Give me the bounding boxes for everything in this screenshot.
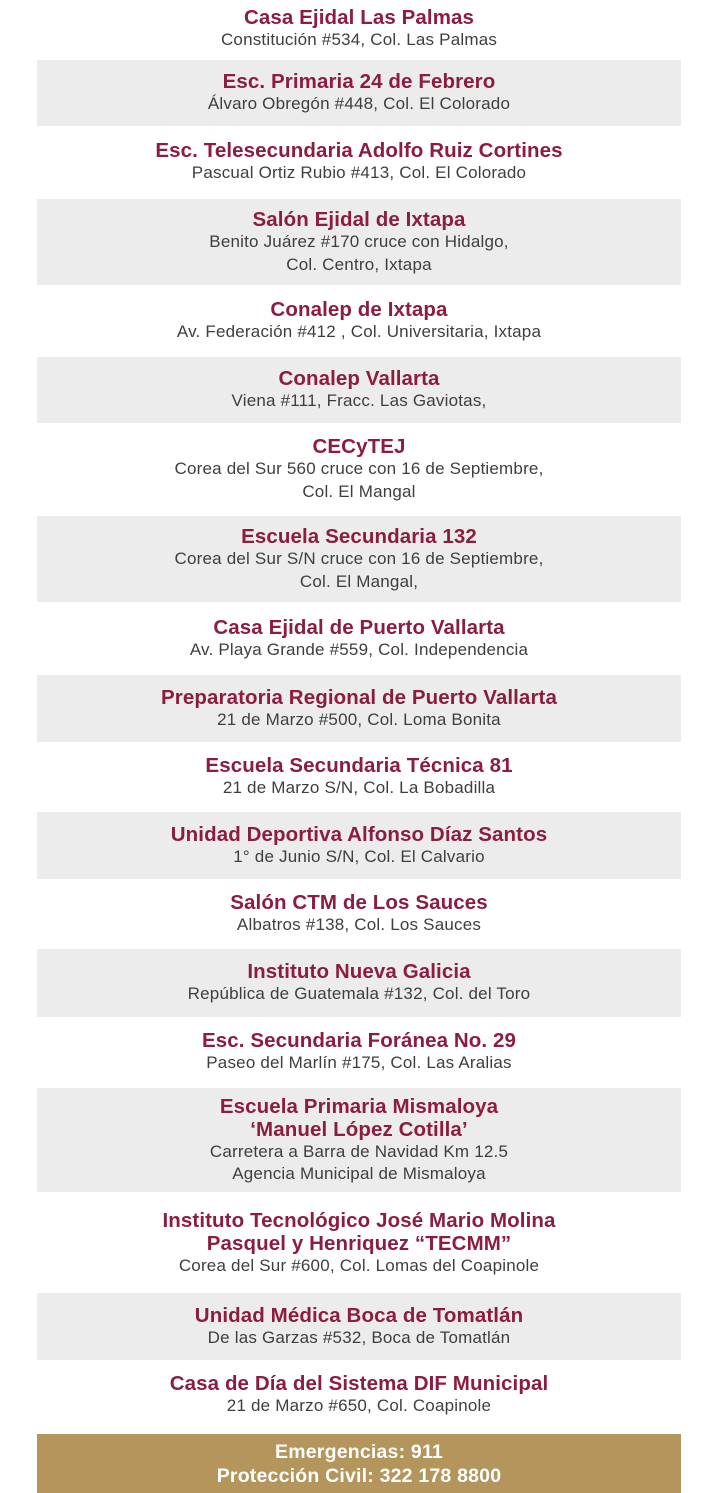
location-address-line-2: Col. El Mangal bbox=[302, 481, 416, 501]
list-item bbox=[37, 516, 681, 602]
emergency-contacts-footer bbox=[37, 1434, 681, 1493]
location-address-line-2: Agencia Municipal de Mismaloya bbox=[232, 1164, 486, 1183]
location-address: 21 de Marzo #650, Col. Coapinole bbox=[226, 1396, 492, 1416]
location-address: Corea del Sur 560 cruce con 16 de Septiembre, bbox=[174, 459, 544, 478]
location-name: Escuela Primaria Mismaloya bbox=[219, 1094, 499, 1118]
list-item bbox=[37, 1019, 681, 1085]
location-address: Viena #111, Fracc. Las Gaviotas, bbox=[231, 391, 487, 411]
location-name: Instituto Tecnológico José Mario Molina bbox=[162, 1208, 556, 1232]
list-item bbox=[37, 1362, 681, 1428]
location-address: 21 de Marzo S/N, Col. La Bobadilla bbox=[222, 778, 496, 798]
list-item bbox=[37, 1198, 681, 1288]
location-address: Corea del Sur S/N cruce con 16 de Septiembre, bbox=[174, 549, 544, 568]
list-item bbox=[37, 425, 681, 513]
location-name: Esc. Telesecundaria Adolfo Ruiz Cortines bbox=[155, 139, 563, 163]
location-address: Corea del Sur #600, Col. Lomas del Coapinole bbox=[178, 1255, 540, 1275]
civil-protection-number: Protección Civil: 322 178 8800 bbox=[216, 1464, 502, 1487]
location-name: Esc. Secundaria Foránea No. 29 bbox=[201, 1029, 517, 1053]
location-address: República de Guatemala #132, Col. del Toro bbox=[187, 984, 531, 1004]
list-item bbox=[37, 812, 681, 879]
location-name: Escuela Secundaria Técnica 81 bbox=[205, 754, 513, 778]
location-address-line-2: Col. El Mangal, bbox=[299, 571, 419, 591]
location-name: Salón CTM de Los Sauces bbox=[230, 891, 488, 915]
location-name: Instituto Nueva Galicia bbox=[247, 960, 471, 984]
location-address: De las Garzas #532, Boca de Tomatlán bbox=[207, 1327, 511, 1347]
location-address: Paseo del Marlín #175, Col. Las Aralias bbox=[206, 1053, 512, 1073]
list-item bbox=[37, 675, 681, 742]
location-name: Esc. Primaria 24 de Febrero bbox=[222, 70, 496, 94]
location-address: Av. Federación #412 , Col. Universitaria, Ixtapa bbox=[176, 322, 542, 342]
list-item bbox=[37, 949, 681, 1017]
location-name: Escuela Secundaria 132 bbox=[241, 525, 477, 548]
location-name: Casa de Día del Sistema DIF Municipal bbox=[169, 1372, 549, 1396]
list-item bbox=[37, 605, 681, 673]
list-item bbox=[37, 1293, 681, 1360]
location-name: Salón Ejidal de Ixtapa bbox=[252, 208, 466, 231]
location-address: 1° de Junio S/N, Col. El Calvario bbox=[233, 846, 485, 866]
location-address: Constitución #534, Col. Las Palmas bbox=[220, 30, 498, 50]
location-address: Carretera a Barra de Navidad Km 12.5 bbox=[209, 1141, 509, 1161]
location-name: Unidad Deportiva Alfonso Díaz Santos bbox=[170, 822, 548, 846]
list-item bbox=[37, 744, 681, 810]
list-item bbox=[37, 881, 681, 947]
list-item bbox=[37, 60, 681, 126]
location-name-line-2: ‘Manuel López Cotilla’ bbox=[250, 1117, 468, 1141]
location-address: Av. Playa Grande #559, Col. Independencia bbox=[189, 640, 529, 660]
list-item bbox=[37, 357, 681, 423]
location-name-line-2: Pasquel y Henriquez “TECMM” bbox=[206, 1231, 512, 1255]
location-name: Casa Ejidal de Puerto Vallarta bbox=[213, 616, 505, 640]
location-name: Casa Ejidal Las Palmas bbox=[243, 6, 475, 30]
location-name: Conalep de Ixtapa bbox=[270, 298, 448, 322]
list-item bbox=[37, 129, 681, 195]
list-item bbox=[37, 199, 681, 285]
list-item bbox=[37, 1088, 681, 1192]
list-item bbox=[37, 287, 681, 355]
location-address: Álvaro Obregón #448, Col. El Colorado bbox=[207, 94, 511, 114]
emergency-number: Emergencias: 911 bbox=[275, 1440, 443, 1463]
location-address: Benito Juárez #170 cruce con Hidalgo, bbox=[209, 232, 509, 251]
list-item bbox=[37, 0, 681, 58]
location-name: Unidad Médica Boca de Tomatlán bbox=[194, 1303, 524, 1327]
location-name: CECyTEJ bbox=[312, 435, 406, 458]
location-address: Albatros #138, Col. Los Sauces bbox=[236, 915, 482, 935]
location-address: Pascual Ortiz Rubio #413, Col. El Colorado bbox=[191, 163, 527, 183]
location-name: Preparatoria Regional de Puerto Vallarta bbox=[161, 685, 557, 709]
location-address-line-2: Col. Centro, Ixtapa bbox=[286, 254, 432, 274]
location-address: 21 de Marzo #500, Col. Loma Bonita bbox=[217, 709, 501, 729]
location-name: Conalep Vallarta bbox=[278, 367, 440, 391]
